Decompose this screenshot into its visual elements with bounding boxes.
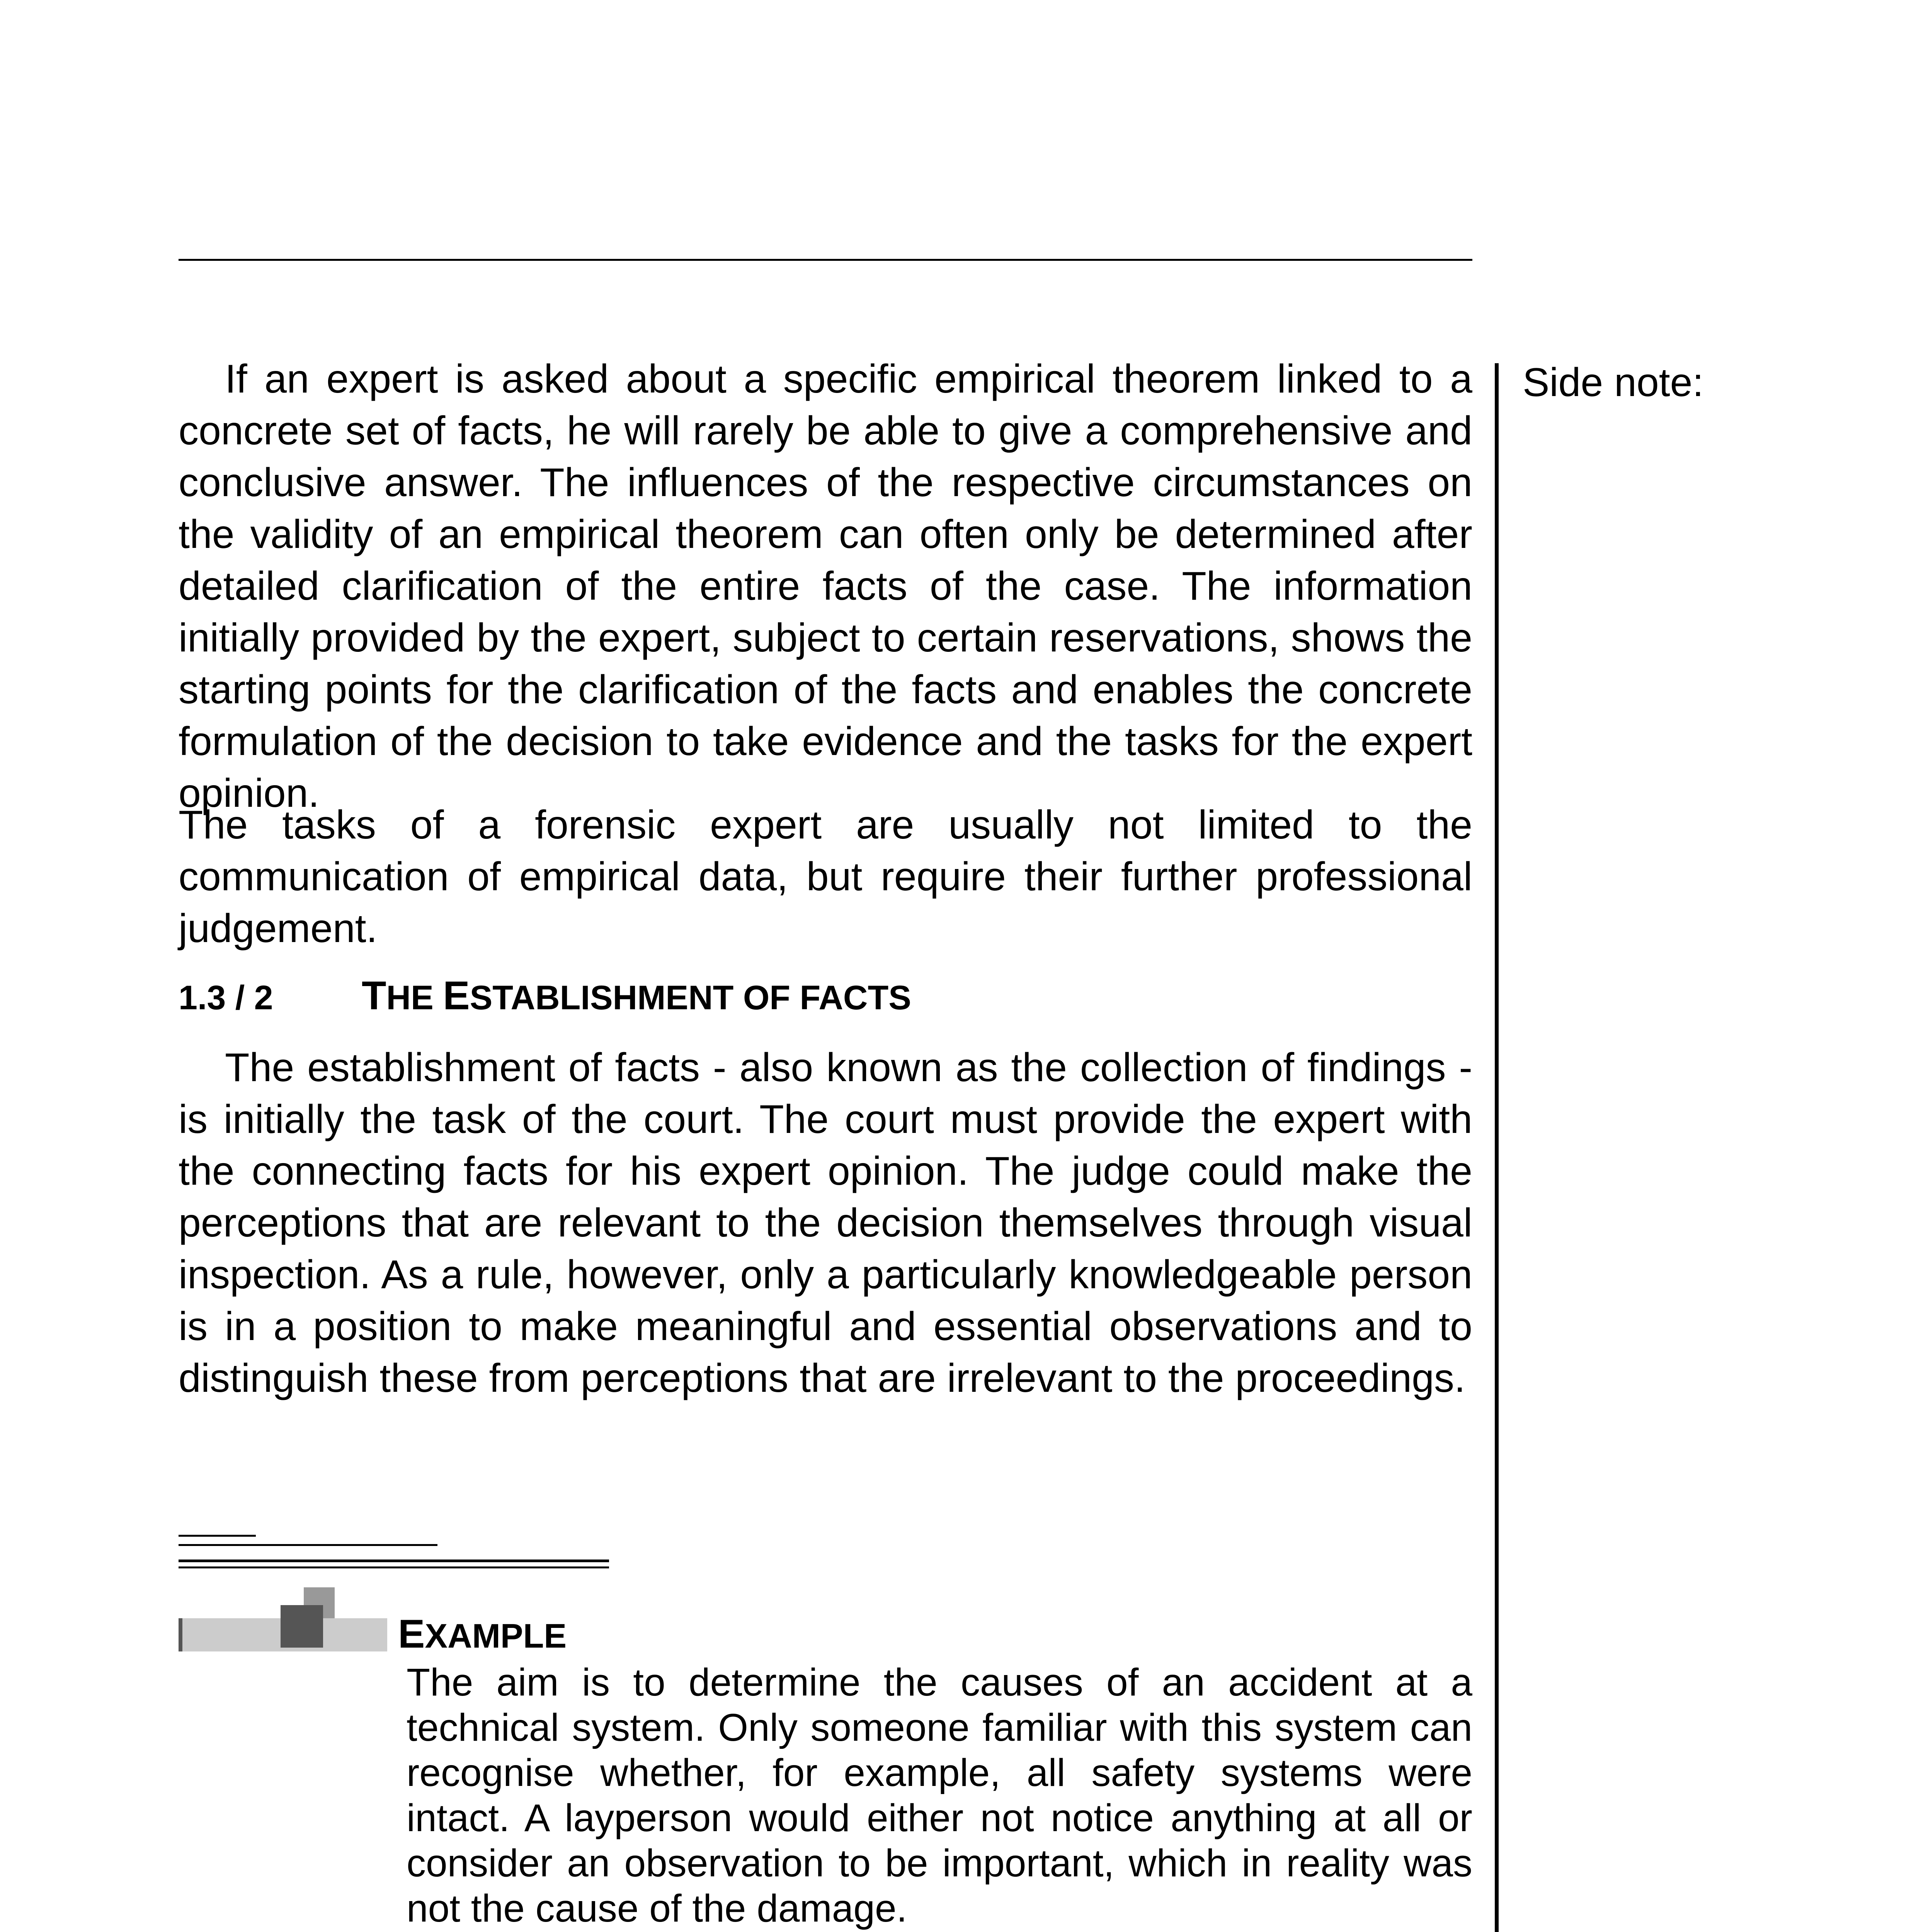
example-title-text: XAMPLE: [425, 1617, 567, 1655]
example-body: The aim is to determine the causes of an accident at a technical system. Only someone familiar with this system can recognise whether, for example, all safety systems were intact. A layperson would either not notice anything at all or consider an observation to be important, which in reality was not the cause of the damage.: [407, 1661, 1472, 1930]
heading-text: HE: [386, 978, 443, 1017]
example-rule-top: [179, 1544, 437, 1546]
side-note-label: Side note:: [1523, 360, 1704, 405]
paragraph-intro: If an expert is asked about a specific empirical theorem linked to a concrete set of facts, he will rarely be able to give a comprehensive and conclusive answer. The influences of the respective circumstances on the validity of an empirical theorem can often only be determined after detailed clarification of the entire facts of the case. The information initially provided by the expert, subject to certain reservations, shows the starting points for the clarification of the facts and enables the concrete formulation of the decision to take evidence and the tasks for the expert opinion.: [179, 357, 1472, 816]
example-rule-top: [179, 1560, 609, 1562]
example-rule-top: [179, 1566, 609, 1568]
section-number: 1.3 / 2: [179, 978, 273, 1017]
section-heading: [179, 973, 911, 1019]
heading-text: STABLISHMENT OF FACTS: [470, 978, 911, 1017]
paragraph-establishment: The establishment of facts - also known as the collection of findings - is initially the task of the court. The court must provide the expert with the connecting facts for his expert opinion. The judge could make the perceptions that are relevant to the decision themselves through visual inspection. As a rule, however, only a particularly knowledgeable person is in a position to make meaningful and essential observations and to distinguish these from perceptions that are irrelevant to the proceedings.: [179, 1045, 1472, 1401]
example-title-initial: E: [398, 1612, 425, 1656]
example-banner-tick: [179, 1618, 182, 1651]
example-rule-top: [179, 1535, 256, 1537]
heading-initial: T: [362, 973, 386, 1018]
margin-rule: [1495, 363, 1499, 1932]
paragraph-tasks: The tasks of a forensic expert are usually not limited to the communication of empirical data, but require their further professional judgement.: [179, 803, 1472, 951]
header-rule: [179, 259, 1472, 261]
example-square-icon: [281, 1605, 323, 1648]
example-title: [398, 1611, 567, 1657]
heading-initial: E: [443, 973, 470, 1018]
